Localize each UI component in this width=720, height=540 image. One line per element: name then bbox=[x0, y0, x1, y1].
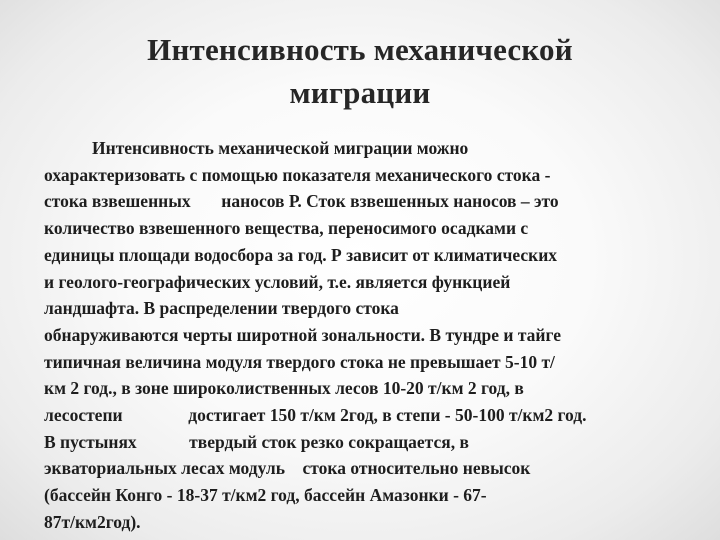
body-line: В пустынях твердый сток резко сокращается, в bbox=[44, 431, 469, 452]
slide-title-line: миграции bbox=[289, 75, 431, 110]
body-line: 87т/км2год). bbox=[44, 511, 141, 532]
body-line: единицы площади водосбора за год. Р зависит от климатических bbox=[44, 244, 558, 265]
body-line: количество взвешенного вещества, переносимого осадками с bbox=[44, 218, 529, 239]
body-line: стока взвешенных наносов Р. Сток взвешенных наносов – это bbox=[44, 191, 559, 212]
body-line: обнаруживаются черты широтной зональности. В тундре и тайге bbox=[44, 324, 561, 345]
body-line: типичная величина модуля твердого стока не превышает 5-10 т/ bbox=[44, 351, 555, 372]
slide-title bbox=[0, 28, 720, 114]
body-line: Интенсивность механической миграции можно bbox=[92, 138, 469, 158]
body-line: км 2 год., в зоне широколиственных лесов 10-20 т/км 2 год, в bbox=[44, 378, 524, 399]
body-line: и геолого-географических условий, т.е. является функцией bbox=[44, 271, 511, 292]
body-line: экваториальных лесах модуль стока относительно невысок bbox=[44, 458, 531, 479]
body-line: (бассейн Конго - 18-37 т/км2 год, бассейн Амазонки - 67- bbox=[44, 485, 487, 506]
body-line: охарактеризовать с помощью показателя механического стока - bbox=[44, 164, 551, 185]
slide-body-text bbox=[44, 135, 716, 536]
body-line: лесостепи достигает 150 т/км 2год, в степи - 50-100 т/км2 год. bbox=[44, 405, 587, 426]
body-line: ландшафта. В распределении твердого стока bbox=[44, 298, 399, 319]
slide-title-line: Интенсивность механической bbox=[147, 32, 573, 67]
